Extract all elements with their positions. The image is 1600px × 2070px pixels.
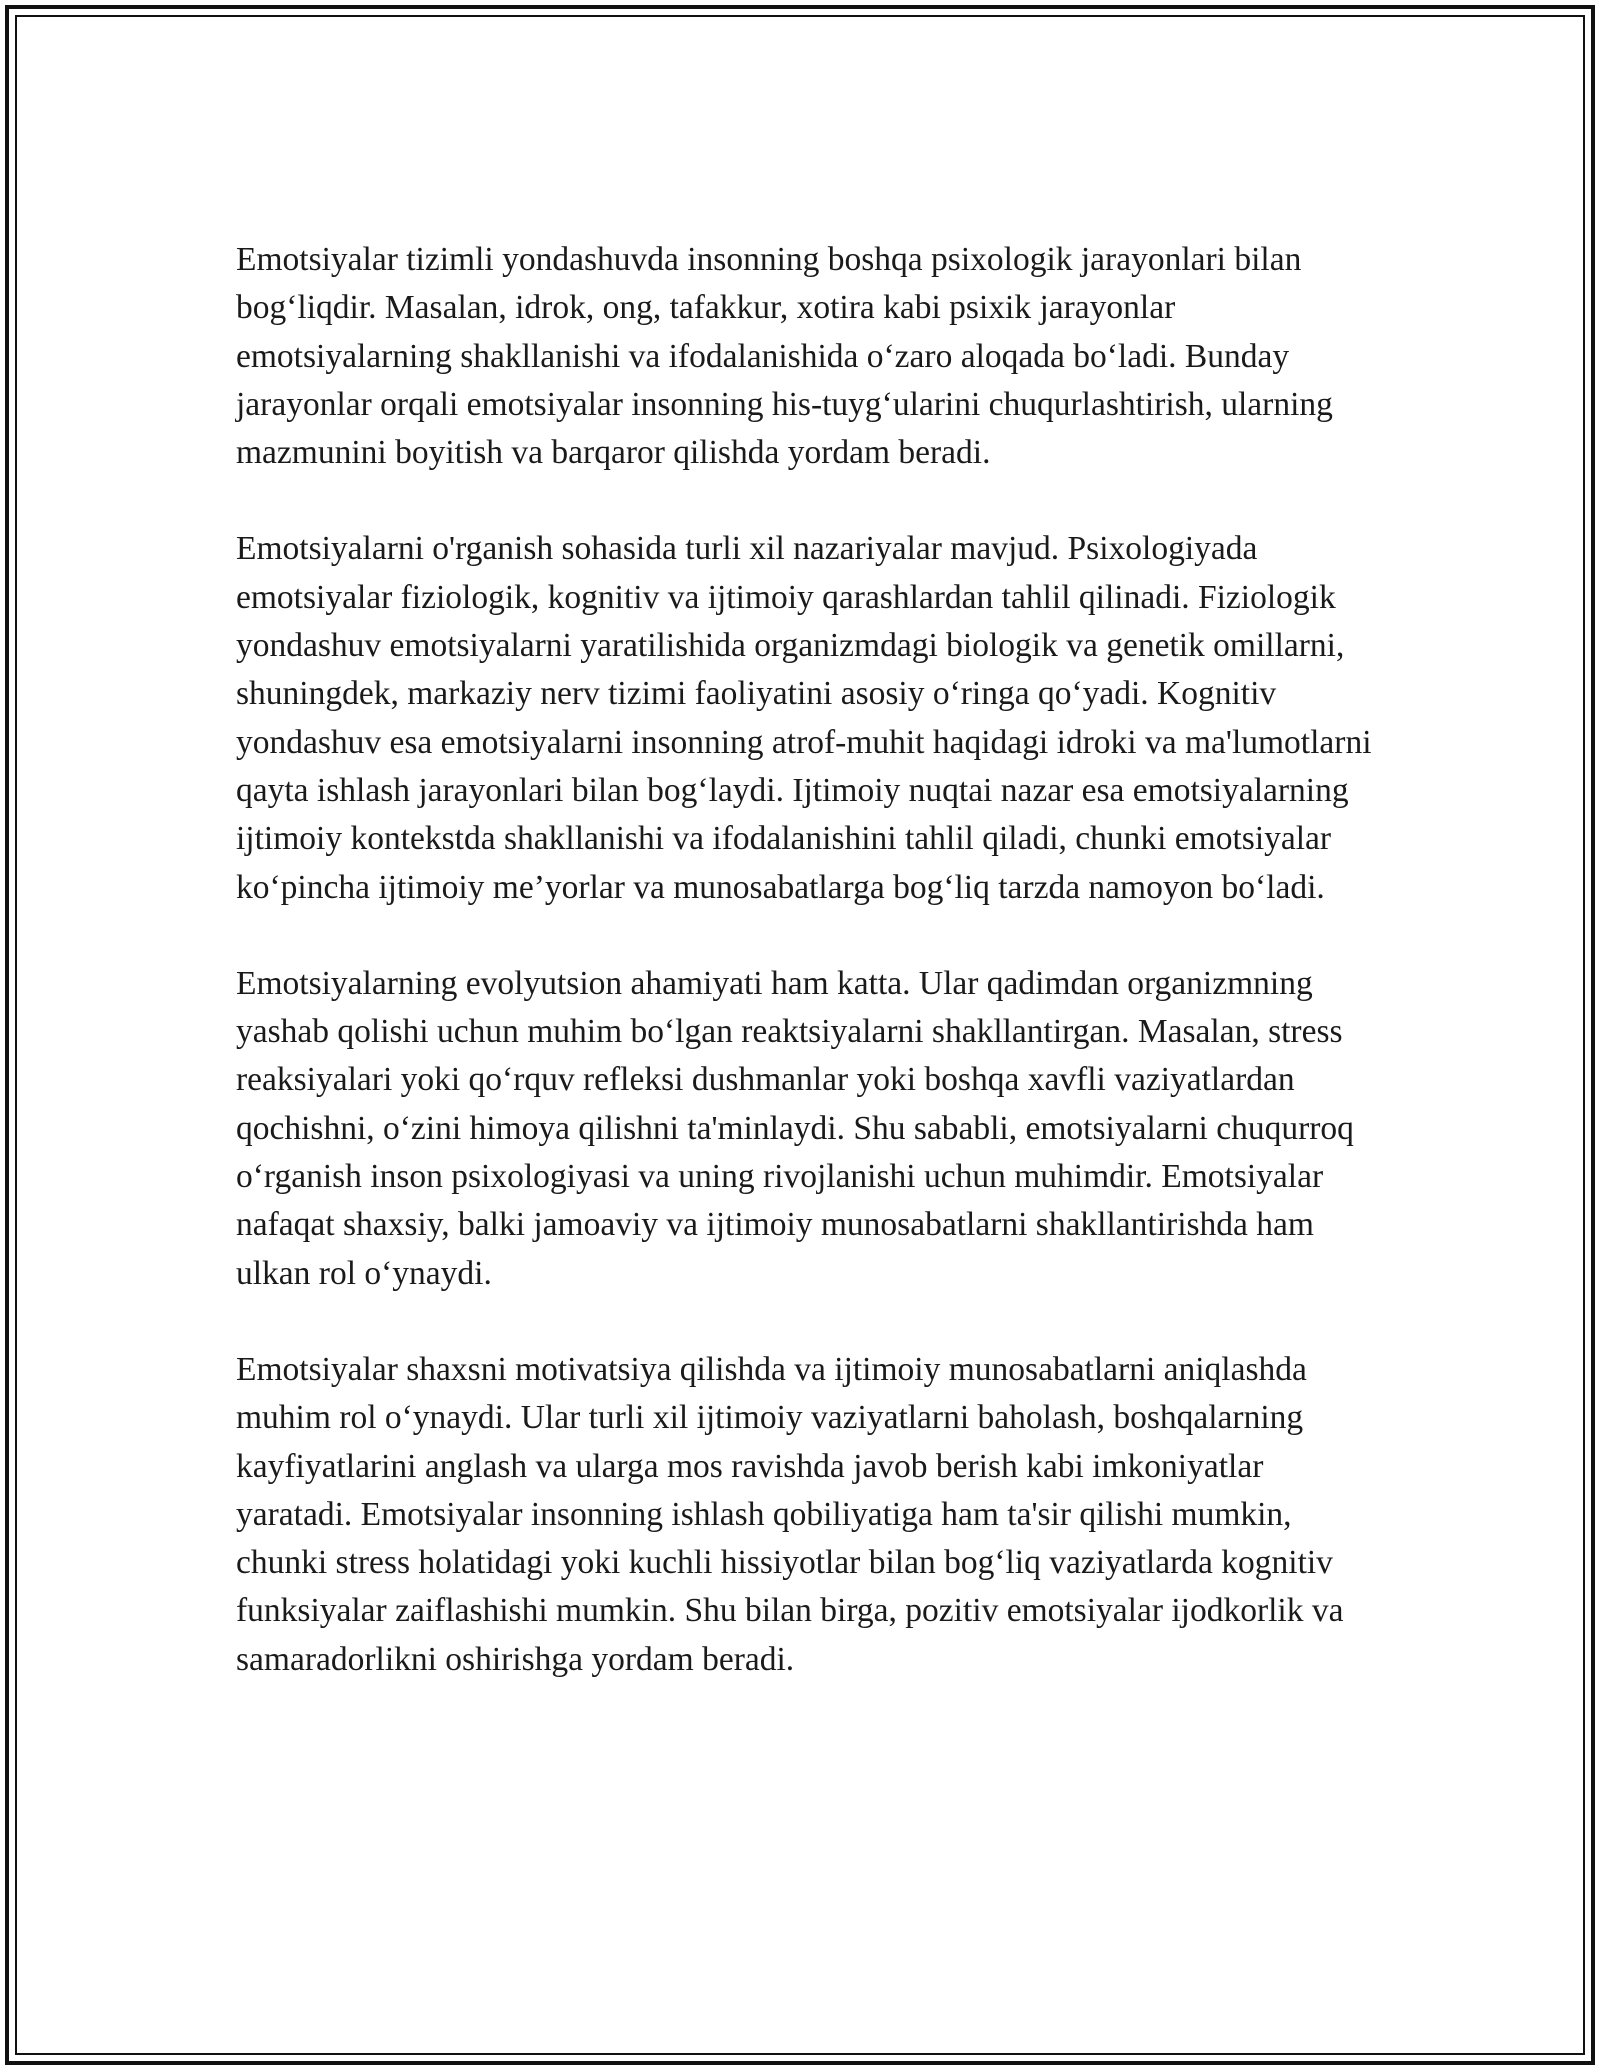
paragraph-motivation-role: Emotsiyalar shaxsni motivatsiya qilishda va ijtimoiy munosabatlarni aniqlashda muhim rol o‘ynaydi. Ular turli xil ijtimoiy vaziyatlarni baholash, boshqalarning kayfiyatlarini anglash va ularga mos ravishda javob berish kabi imkoniyatlar yaratadi. Emotsiyalar insonning ishlash qobiliyatiga ham ta'sir qilishi mumkin, chunki stress holatidagi yoki kuchli hissiyotlar bilan bog‘liq vaziyatlarda kognitiv funksiyalar zaiflashishi mumkin. Shu bilan birga, pozitiv emotsiyalar ijodkorlik va samaradorlikni oshirishga yordam beradi. xyxy=(236,1350,1344,1678)
paragraph-emotion-theories: Emotsiyalarni o'rganish sohasida turli xil nazariyalar mavjud. Psixologiyada emotsiyalar fiziologik, kognitiv va ijtimoiy qarashlardan tahlil qilinadi. Fiziologik yondashuv emotsiyalarni yaratilishida organizmdagi biologik va genetik omillarni, shuningdek, markaziy nerv tizimi faoliyatini asosiy o‘ringa qo‘yadi. Kognitiv yondashuv esa emotsiyalarni insonning atrof-muhit haqidagi idroki va ma'lumotlarni qayta ishlash jarayonlari bilan bog‘laydi. Ijtimoiy nuqtai nazar esa emotsiyalarning ijtimoiy kontekstda shakllanishi va ifodalanishini tahlil qiladi, chunki emotsiyalar ko‘pincha ijtimoiy me’yorlar va munosabatlarga bog‘liq tarzda namoyon bo‘ladi. xyxy=(236,530,1372,906)
paragraph-emotions-systemic: Emotsiyalar tizimli yondashuvda insonning boshqa psixologik jarayonlari bilan bog‘liqdir. Masalan, idrok, ong, tafakkur, xotira kabi psixik jarayonlar emotsiyalarning shakllanishi va ifodalanishida o‘zaro aloqada bo‘ladi. Bunday jarayonlar orqali emotsiyalar insonning his-tuyg‘ularini chuqurlashtirish, ularning mazmunini boyitish va barqaror qilishda yordam beradi. xyxy=(236,241,1333,472)
document-body xyxy=(236,236,1372,1732)
paragraph-evolutionary-significance: Emotsiyalarning evolyutsion ahamiyati ham katta. Ular qadimdan organizmning yashab qolishi uchun muhim bo‘lgan reaktsiyalarni shakllantirgan. Masalan, stress reaksiyalari yoki qo‘rquv refleksi dushmanlar yoki boshqa xavfli vaziyatlardan qochishni, o‘zini himoya qilishni ta'minlaydi. Shu sababli, emotsiyalarni chuqurroq o‘rganish inson psixologiyasi va uning rivojlanishi uchun muhimdir. Emotsiyalar nafaqat shaxsiy, balki jamoaviy va ijtimoiy munosabatlarni shakllantirishda ham ulkan rol o‘ynaydi. xyxy=(236,964,1354,1292)
